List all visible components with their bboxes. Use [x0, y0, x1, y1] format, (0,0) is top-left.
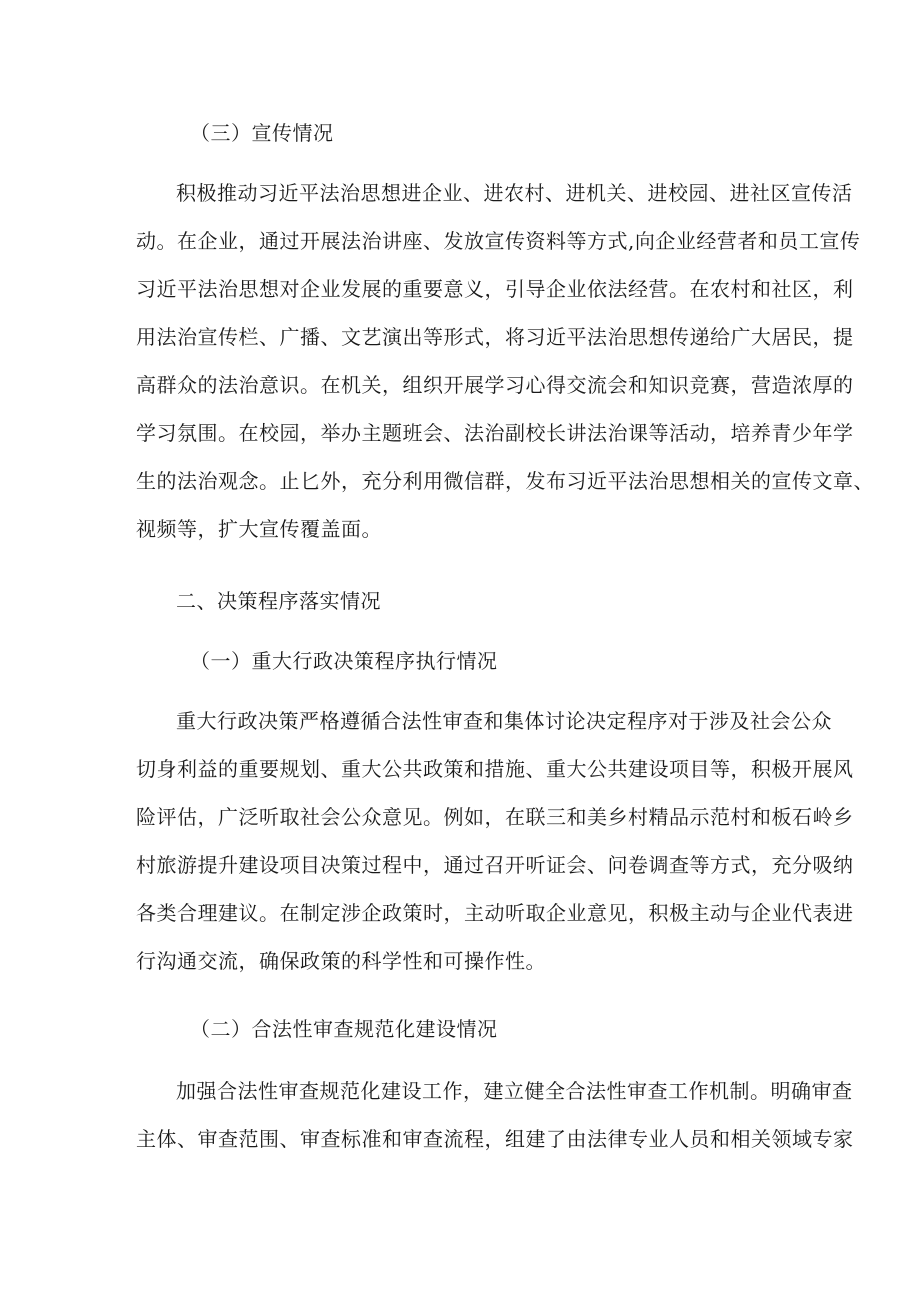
paragraph-line: 加强合法性审查规范化建设工作，建立健全合法性审查工作机制。明确审查 — [176, 1079, 853, 1103]
paragraph-line: 高群众的法治意识。在机关，组织开展学习心得交流会和知识竞赛，营造浓厚的 — [136, 373, 854, 397]
subsection-heading-legality-review: （二）合法性审查规范化建设情况 — [190, 1017, 498, 1041]
section-heading-publicity: （三）宣传情况 — [190, 121, 334, 145]
paragraph-line: 动。在企业，通过开展法治讲座、发放宣传资料等方式,向企业经营者和员工宣传 — [136, 229, 861, 253]
paragraph-line: 用法治宣传栏、广播、文艺演出等形式，将习近平法治思想传递给广大居民，提 — [136, 325, 854, 349]
paragraph-line: 村旅游提升建设项目决策过程中，通过召开听证会、问卷调查等方式，充分吸纳 — [136, 853, 854, 877]
paragraph-line: 视频等，扩大宣传覆盖面。 — [136, 517, 382, 541]
paragraph-line: 行沟通交流，确保政策的科学性和可操作性。 — [136, 949, 546, 973]
subsection-heading-major-decision: （一）重大行政决策程序执行情况 — [190, 649, 498, 673]
paragraph-line: 主体、审查范围、审查标准和审查流程，组建了由法律专业人员和相关领域专家 — [136, 1127, 854, 1151]
paragraph-line: 各类合理建议。在制定涉企政策时，主动听取企业意见，积极主动与企业代表进 — [136, 901, 854, 925]
paragraph-line: 生的法治观念。止匕外，充分利用微信群，发布习近平法治思想相关的宣传文章、 — [136, 469, 874, 493]
paragraph-line: 切身利益的重要规划、重大公共政策和措施、重大公共建设项目等，积极开展风 — [136, 757, 854, 781]
paragraph-line: 学习氛围。在校园，举办主题班会、法治副校长讲法治课等活动，培养青少年学 — [136, 421, 854, 445]
paragraph-line: 重大行政决策严格遵循合法性审查和集体讨论决定程序对于涉及社会公众 — [176, 709, 832, 733]
paragraph-line: 积极推动习近平法治思想进企业、进农村、进机关、进校园、进社区宣传活 — [176, 181, 853, 205]
paragraph-line: 险评估，广泛听取社会公众意见。例如，在联三和美乡村精品示范村和板石岭乡 — [136, 805, 854, 829]
part-heading-decision: 二、决策程序落实情况 — [176, 589, 381, 613]
paragraph-line: 习近平法治思想对企业发展的重要意义，引导企业依法经营。在农村和社区，利 — [136, 277, 854, 301]
